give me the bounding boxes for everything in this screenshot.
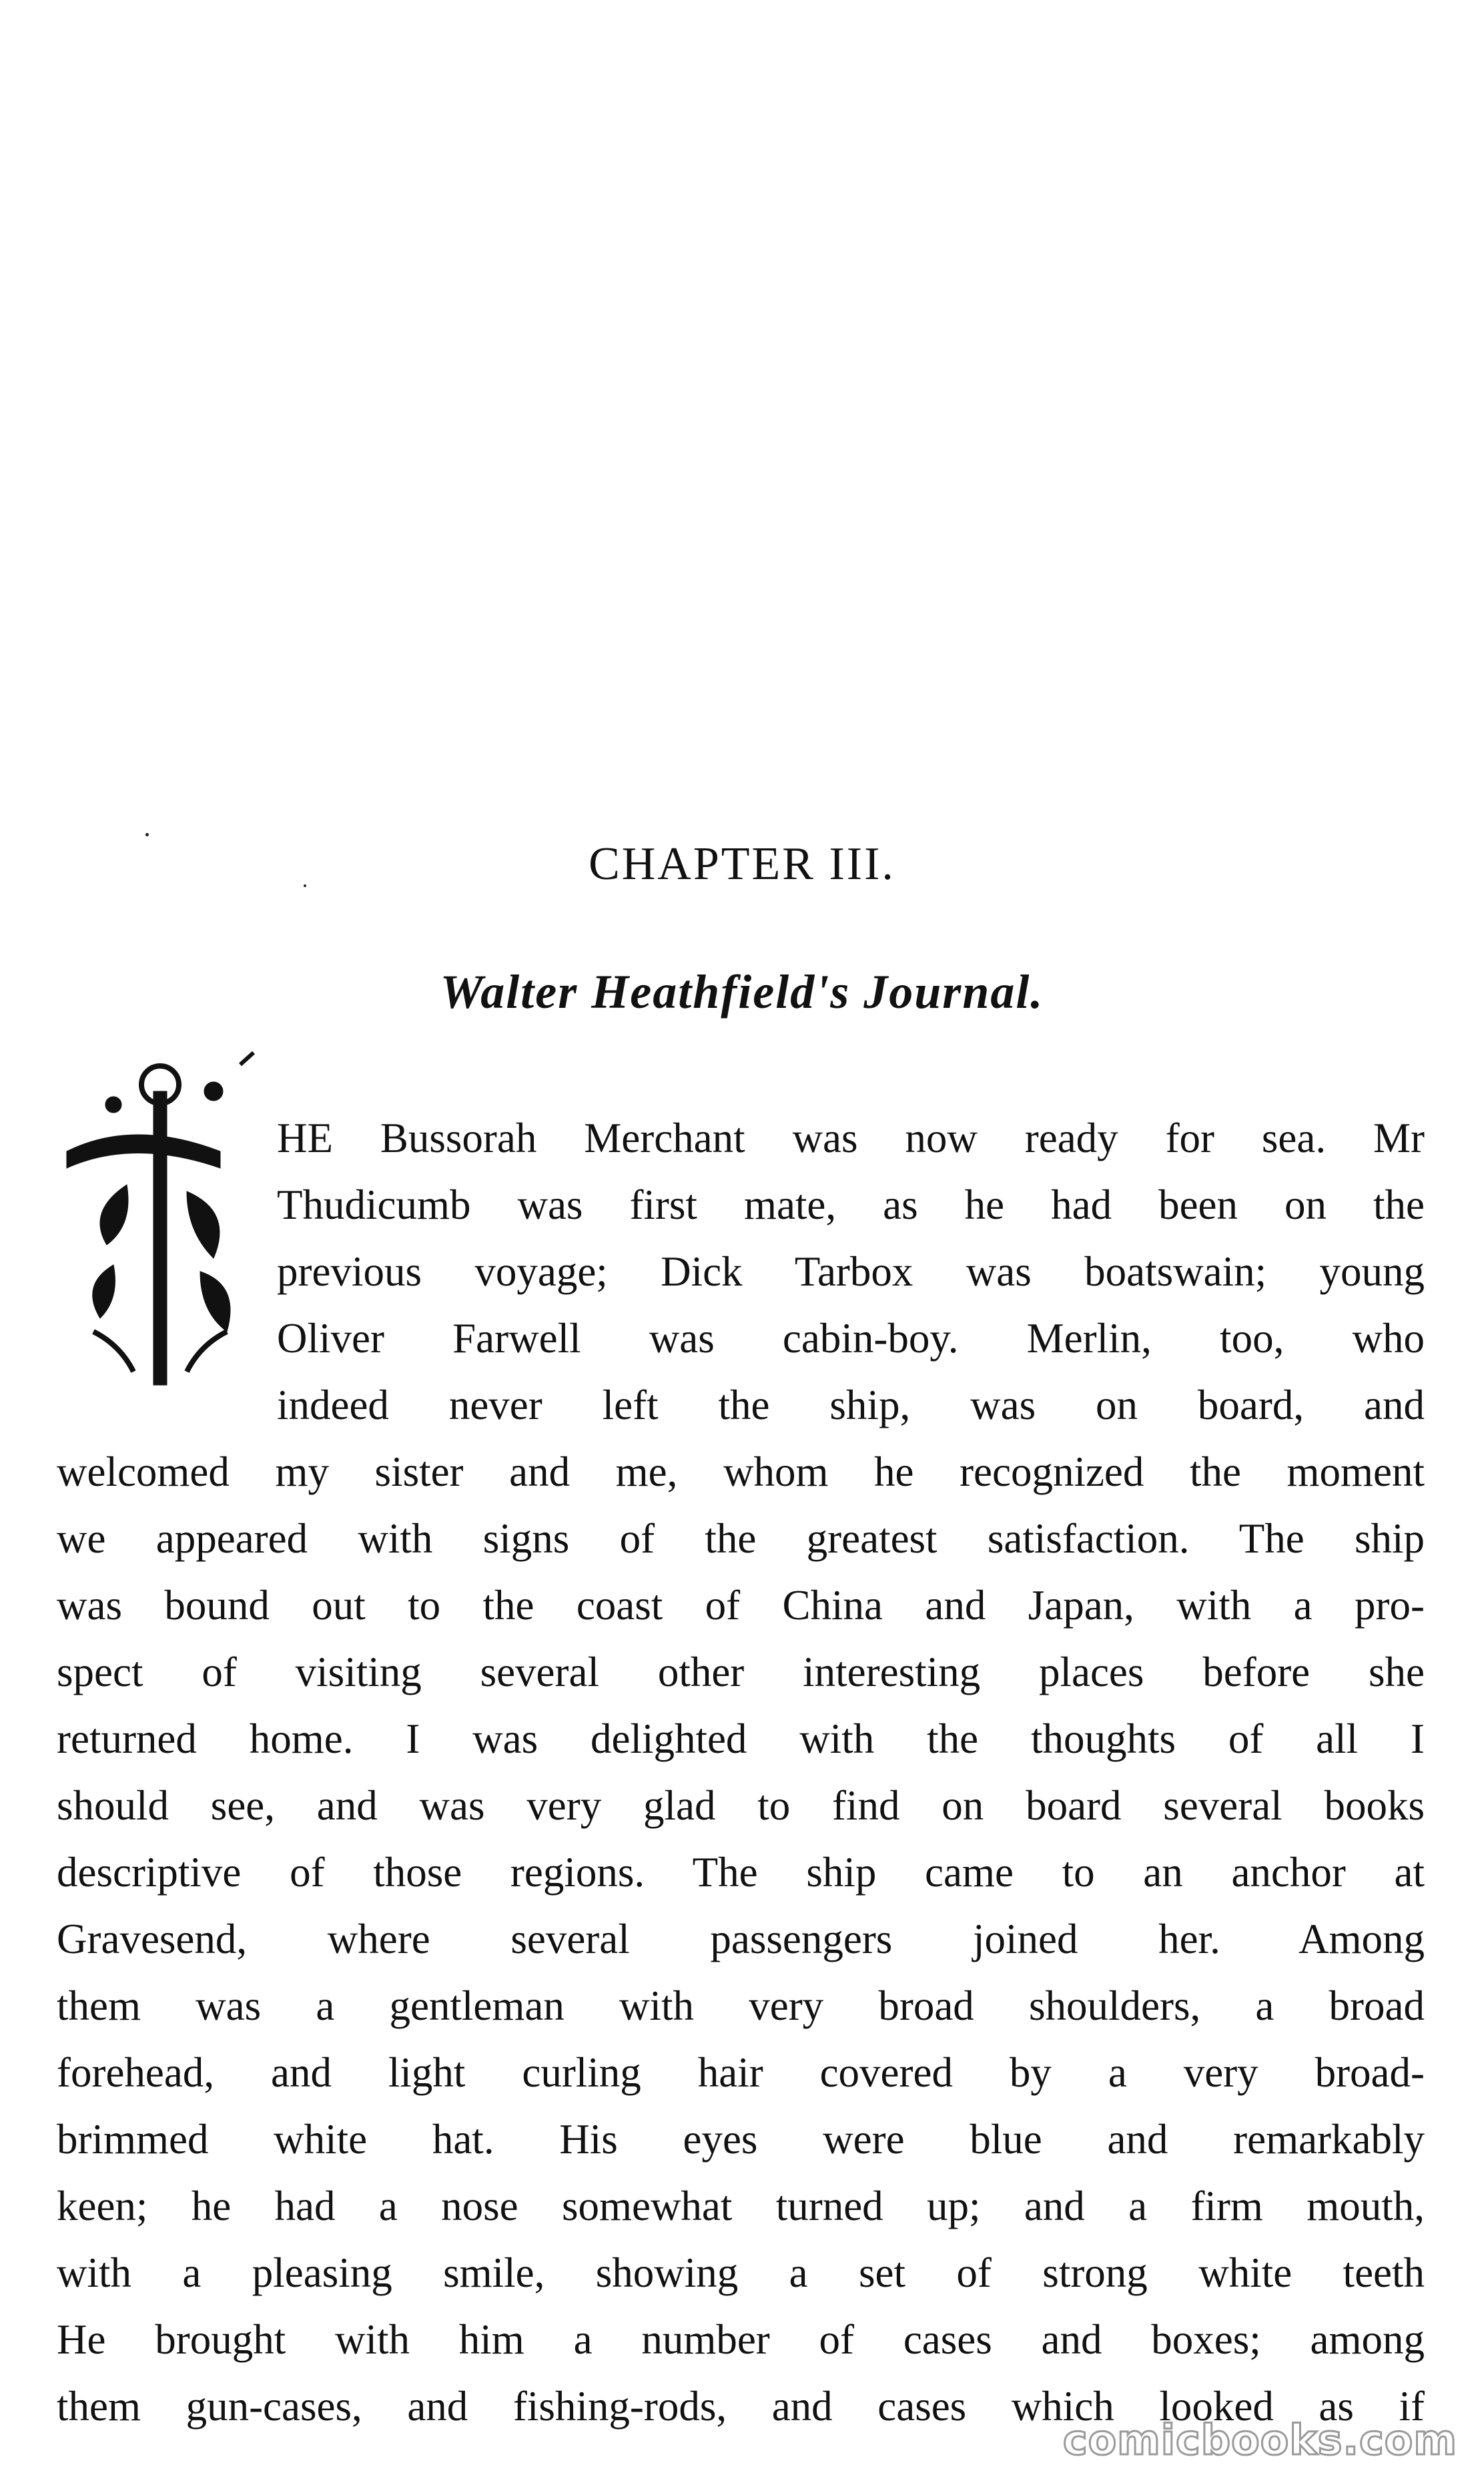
- text-line: forehead, and light curling hair covered by a very broad-: [57, 2049, 1425, 2096]
- text-line: HE Bussorah Merchant was now ready for sea. Mr: [277, 1115, 1425, 1161]
- text-line: we appeared with signs of the greatest satisfaction. The ship: [57, 1515, 1425, 1562]
- text-line: Oliver Farwell was cabin-boy. Merlin, too, who: [277, 1315, 1425, 1362]
- watermark: comicbooks.com: [1062, 2416, 1457, 2464]
- text-line: He brought with him a number of cases and boxes; among: [57, 2316, 1425, 2363]
- text-line: welcomed my sister and me, whom he recognized the moment: [57, 1448, 1425, 1495]
- text-line: them gun-cases, and fishing-rods, and cases which looked as if: [57, 2383, 1425, 2430]
- text-line: indeed never left the ship, was on board, and: [277, 1382, 1425, 1428]
- print-speck: [145, 833, 149, 836]
- ornamental-dropcap-t-icon: [53, 1051, 274, 1398]
- text-line: previous voyage; Dick Tarbox was boatswain; young: [277, 1248, 1425, 1295]
- text-line: Gravesend, where several passengers joined her. Among: [57, 1916, 1425, 1962]
- text-line: returned home. I was delighted with the thoughts of all I: [57, 1715, 1425, 1762]
- text-line: with a pleasing smile, showing a set of strong white teeth: [57, 2249, 1425, 2296]
- text-line: spect of visiting several other interesting places before she: [57, 1649, 1425, 1695]
- text-line: them was a gentleman with very broad shoulders, a broad: [57, 1982, 1425, 2029]
- text-line: brimmed white hat. His eyes were blue and remarkably: [57, 2116, 1425, 2163]
- text-line: was bound out to the coast of China and Japan, with a pro-: [57, 1582, 1425, 1629]
- chapter-title: CHAPTER III.: [589, 838, 895, 890]
- text-line: should see, and was very glad to find on board several books: [57, 1782, 1425, 1829]
- text-line: descriptive of those regions. The ship came to an anchor at: [57, 1849, 1425, 1896]
- text-line: Thudicumb was first mate, as he had been on the: [277, 1181, 1425, 1228]
- text-line: keen; he had a nose somewhat turned up; and a firm mouth,: [57, 2183, 1425, 2229]
- chapter-subtitle: Walter Heathfield's Journal.: [440, 965, 1044, 1019]
